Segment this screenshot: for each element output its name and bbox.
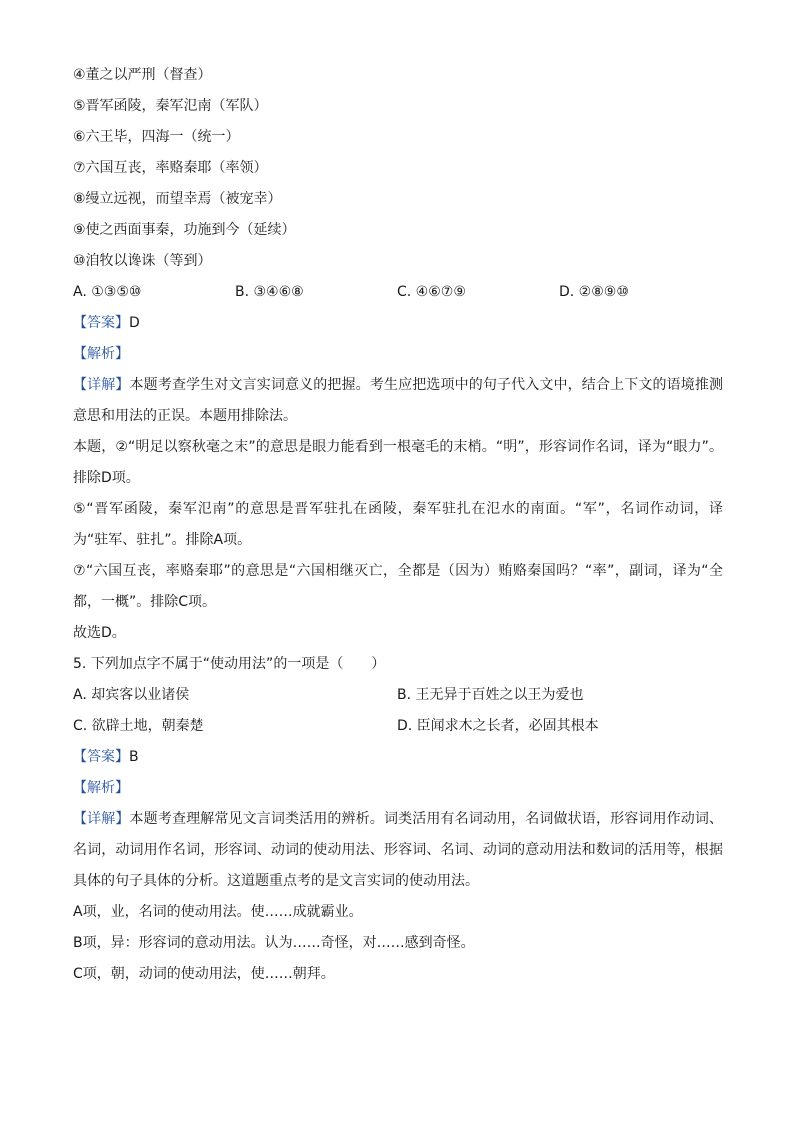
q5-detail [73,804,723,897]
item-line: ⑨使之西面事秦，功施到今（延续） [73,222,296,238]
q4-answer [73,308,723,339]
q4-explain-line: ⑦“六国互丧，率赂秦耶”的意思是“六国相继灭亡，全都是（因为）贿赂秦国吗？“率”，副词，译为“全都，一概”。排除C项。 [73,563,723,610]
q4-conclusion: 故选D。 [73,625,126,641]
answer-value: B [129,749,139,765]
detail-tag: 【详解】 [73,377,130,393]
q5-question: 5. 下列加点字不属于“使动用法”的一项是（ ） [73,656,386,672]
q4-explain-line: 本题，②“明足以察秋毫之末”的意思是眼力能看到一根毫毛的末梢。“明”，形容词作名词，译为“眼力”。排除D项。 [73,439,723,486]
answer-value: D [129,315,140,331]
detail-tag: 【详解】 [73,811,130,827]
q4-options [73,277,723,308]
item-line: ④董之以严刑（督查） [73,67,212,83]
q5-explain-line: B项，异：形容词的意动用法。认为……奇怪，对……感到奇怪。 [73,935,475,951]
q5-options-row-1 [73,680,723,711]
q4-detail [73,370,723,432]
document-page [73,60,723,990]
item-line: ⑥六王毕，四海一（统一） [73,129,240,145]
q5-options-row-2 [73,711,723,742]
q4-option-b: B. ③④⑥⑧ [235,284,304,300]
q5-analysis-heading [73,773,723,804]
q4-explain-line: ⑤“晋军函陵，秦军氾南”的意思是晋军驻扎在函陵，秦军驻扎在氾水的南面。“军”，名词作动词，译为“驻军、驻扎”。排除A项。 [73,501,723,548]
q4-option-a: A. ①③⑤⑩ [73,284,142,300]
q5-option-d: D. 臣闻求木之长者，必固其根本 [397,718,599,734]
q4-option-d: D. ②⑧⑨⑩ [559,284,629,300]
q4-option-c: C. ④⑥⑦⑨ [397,284,466,300]
answer-tag: 【答案】 [73,749,129,765]
answer-tag: 【答案】 [73,315,129,331]
detail-text: 本题考查学生对文言实词意义的把握。考生应把选项中的句子代入文中，结合上下文的语境推测意思和用法的正误。本题用排除法。 [73,377,724,424]
q5-explain-line: C项，朝，动词的使动用法，使……朝拜。 [73,966,335,982]
q5-option-c: C. 欲辟土地，朝秦楚 [73,718,204,734]
q5-answer [73,742,723,773]
q5-option-a: A. 却宾客以业诸侯 [73,687,190,703]
analysis-tag: 【解析】 [73,780,129,796]
q5-explain-line: A项，业，名词的使动用法。使……成就霸业。 [73,904,363,920]
item-line: ⑦六国互丧，率赂秦耶（率领） [73,160,268,176]
item-line: ⑩洎牧以谗诛（等到） [73,253,212,269]
analysis-tag: 【解析】 [73,346,129,362]
q4-analysis-heading [73,339,723,370]
detail-text: 本题考查理解常见文言词类活用的辨析。词类活用有名词动用，名词做状语，形容词用作动词、名词，动词用作名词，形容词、动词的使动用法、形容词、名词、动词的意动用法和数词的活用等，根据具体的句子具体的分析。这道题重点考的是文言实词的使动用法。 [73,811,724,889]
q5-option-b: B. 王无异于百姓之以王为爱也 [397,687,584,703]
item-line: ⑤晋军函陵，秦军氾南（军队） [73,98,268,114]
item-line: ⑧缦立远视，而望幸焉（被宠幸） [73,191,282,207]
